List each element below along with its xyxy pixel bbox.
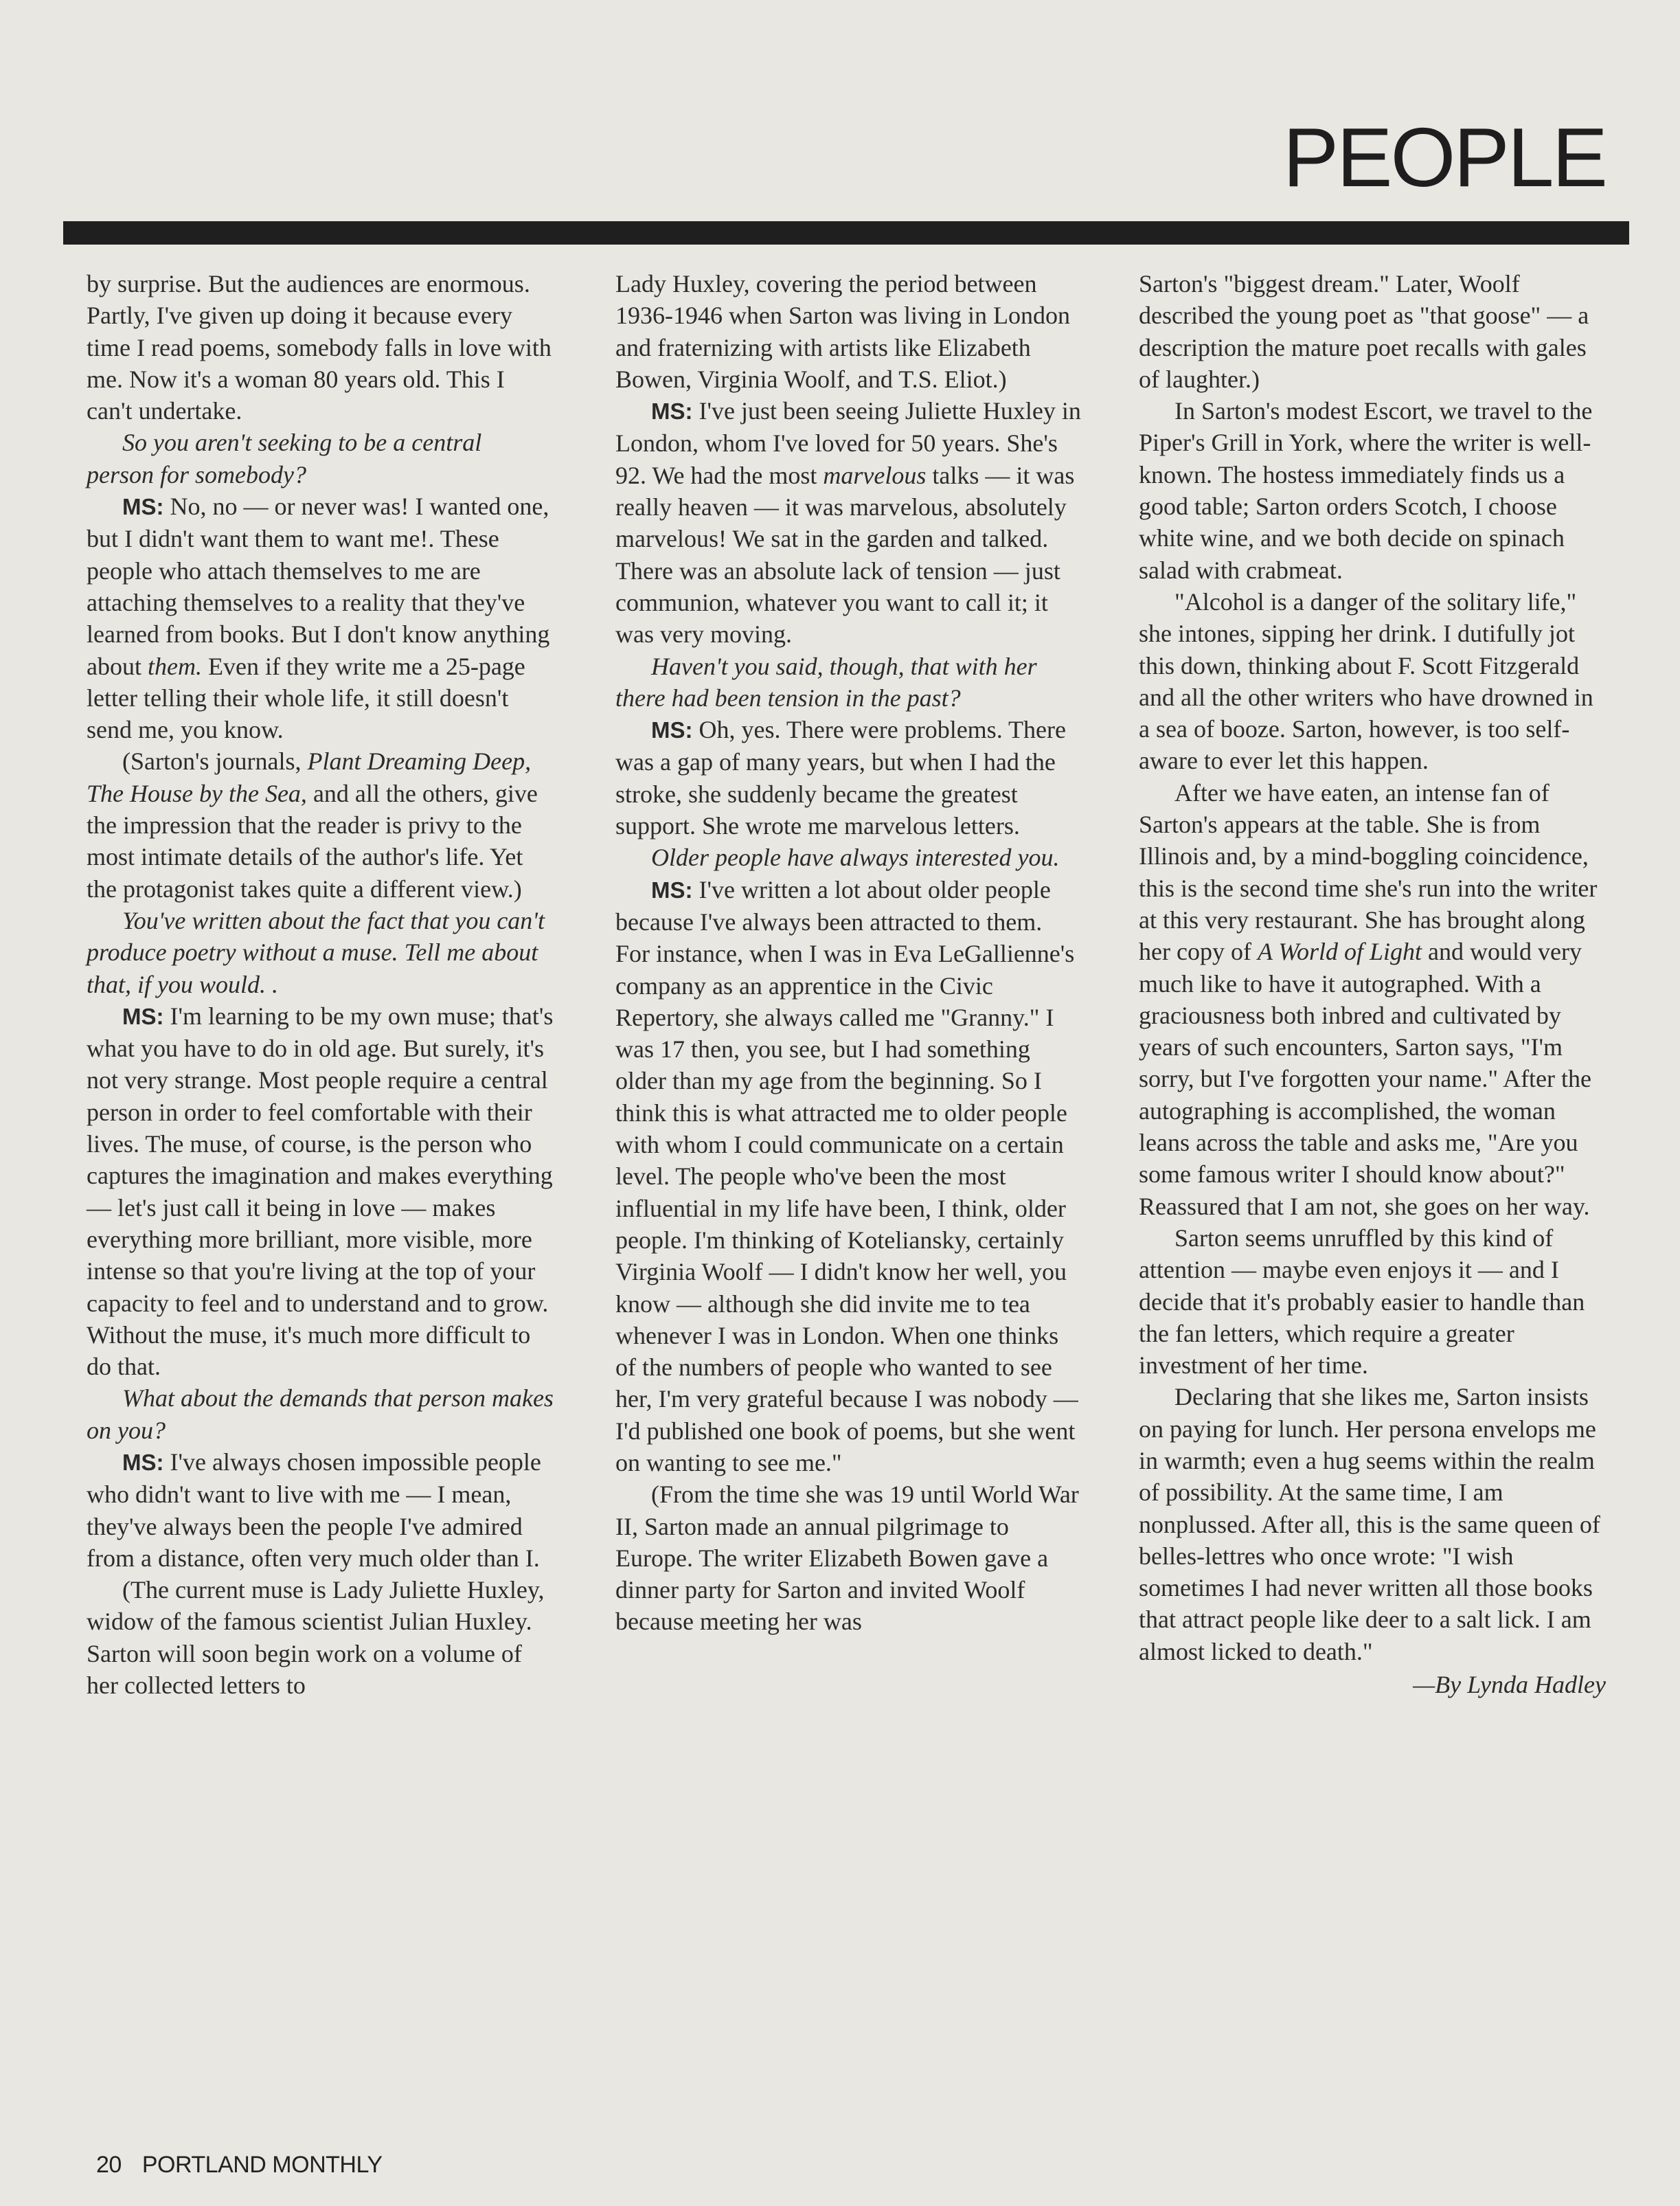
speaker-label: MS: [122, 494, 164, 520]
answer-text: Oh, yes. There were problems. There was a gap of many years, but when I had the stroke, she suddenly became the greatest support. She wrote me marvelous letters. [615, 716, 1066, 840]
speaker-label: MS: [122, 1003, 164, 1029]
paragraph: Declaring that she likes me, Sarton insists on paying for lunch. Her persona envelops me in warmth; even a hug seems within the realm of possibility. At the same time, I am nonplussed. After all, this is the same queen of belles-lettres who once wrote: "I wish sometimes I had never written all those books that attract people like deer to a salt lick. I am almost licked to death." [1139, 1383, 1600, 1665]
emphasis: them. [147, 652, 202, 680]
article-column-1 [87, 268, 554, 1701]
book-title: A World of Light [1257, 938, 1422, 966]
interview-answer [615, 874, 1082, 1479]
paragraph: "Alcohol is a danger of the solitary life," she intones, sipping her drink. I dutifully jot this down, thinking about F. Scott Fitzgerald and all the other writers who have drowned in a sea of booze. Sarton, however, is too self-aware to ever let this happen. [1139, 587, 1593, 775]
paragraph-text: After we have eaten, an intense fan of Sarton's appears at the table. She is from Illinois and, by a mind-boggling coincidence, this is the second time she's run into the writer at this very restaurant. She has brought along her copy of [1139, 778, 1598, 966]
paragraph-text: and would very much like to have it autographed. With a graciousness both inbred and cultivated by years of such encounters, Sarton says, "I'm sorry, but I've forgotten your name." After the autographing is accomplished, the woman leans across the table and asks me, "Are you some famous writer I should know about?" Reassured that I am not, she goes on her way. [1139, 938, 1592, 1220]
speaker-label: MS: [651, 717, 693, 743]
paragraph [87, 745, 554, 904]
answer-text: No, no — or never was! I wanted one, but I didn't want them to want me!. These people who attach themselves to me are attaching themselves to a reality that they've learned from books. But I don't know anything about [87, 493, 550, 680]
interview-question: So you aren't seeking to be a central person for somebody? [87, 429, 482, 488]
interview-question: You've written about the fact that you can't produce poetry without a muse. Tell me about that, if you would. . [87, 906, 545, 998]
interview-answer [87, 1446, 554, 1574]
speaker-label: MS: [651, 877, 693, 903]
page-number: 20 [96, 2152, 122, 2178]
author-byline: —By Lynda Hadley [1413, 1671, 1606, 1699]
section-title: PEOPLE [1282, 111, 1606, 204]
publication-name: PORTLAND MONTHLY [141, 2152, 383, 2178]
paragraph: by surprise. But the audiences are enormous. Partly, I've given up doing it because every time I read poems, somebody falls in love with me. Now it's a woman 80 years old. This I can't undertake. [87, 270, 552, 425]
interview-answer [87, 1000, 554, 1383]
answer-text: I'm learning to be my own muse; that's what you have to do in old age. But surely, it's not very strange. Most people require a central person in order to feel comfortable with their lives. The muse, of course, is the person who captures the imagination and makes everything — let's just call it being in love — makes everything more brilliant, more visible, more intense so that you're living at the top of your capacity to feel and to understand and to grow. Without the muse, it's much more difficult to do that. [87, 1002, 554, 1381]
interview-question: Older people have always interested you. [651, 844, 1060, 872]
paragraph: (From the time she was 19 until World War II, Sarton made an annual pilgrimage to Europe. The writer Elizabeth Bowen gave a dinner party for Sarton and invited Woolf because meeting her was [615, 1481, 1079, 1636]
paragraph [1139, 777, 1606, 1222]
interview-answer [615, 714, 1082, 842]
speaker-label: MS: [122, 1449, 164, 1475]
paragraph: In Sarton's modest Escort, we travel to the Piper's Grill in York, where the writer is well-known. The hostess immediately finds us a good table; Sarton orders Scotch, I choose white wine, and we both decide on spinach salad with crabmeat. [1139, 397, 1593, 584]
answer-text: I've written a lot about older people because I've always been attracted to them. For instance, when I was in Eva LeGallienne's company as an apprentice in the Civic Repertory, she always called me "Granny." I was 17 then, you see, but I had something older than my age from the beginning. So I think this is what attracted me to older people with whom I could communicate on a certain level. The people who've been the most influential in my life have been, I think, older people. I'm thinking of Koteliansky, certainly Virginia Woolf — I didn't know her well, you know — although she did invite me to tea whenever I was in London. When one thinks of the numbers of people who wanted to see her, I'm very grateful because I was nobody — I'd published one book of poems, but she went on wanting to see me." [615, 875, 1078, 1476]
page-footer [96, 2152, 383, 2179]
header-rule [63, 221, 1629, 245]
article-column-3 [1139, 268, 1606, 1700]
paragraph-text: (Sarton's journals, [122, 747, 308, 776]
answer-text: I've just been seeing Juliette Huxley in London, whom I've loved for 50 years. She's 92. We had the most [615, 397, 1081, 489]
paragraph-text: and all the others, give the impression that the reader is privy to the most intimate details of the author's life. Yet the protagonist takes quite a different view.) [87, 779, 538, 903]
answer-text: talks — it was really heaven — it was marvelous, absolutely marvelous! We sat in the garden and talked. There was an absolute lack of tension — just communion, whatever you want to call it; it was very moving. [615, 461, 1075, 649]
interview-question: Haven't you said, though, that with her there had been tension in the past? [615, 652, 1037, 712]
speaker-label: MS: [651, 398, 693, 425]
paragraph: Lady Huxley, covering the period between 1936-1946 when Sarton was living in London and fraternizing with artists like Elizabeth Bowen, Virginia Woolf, and T.S. Eliot.) [615, 270, 1070, 393]
interview-answer [87, 491, 554, 745]
paragraph: Sarton seems unruffled by this kind of attention — maybe even enjoys it — and I decide that it's probably easier to handle than the fan letters, which require a greater investment of her time. [1139, 1224, 1585, 1380]
interview-question: What about the demands that person makes on you? [87, 1384, 554, 1444]
answer-text: Even if they write me a 25-page letter telling their whole life, it still doesn't send me, you know. [87, 652, 525, 744]
emphasis: marvelous [823, 461, 927, 489]
article-column-2 [615, 268, 1082, 1638]
book-titles: Plant Dreaming Deep, The House by the Sea, [87, 747, 532, 807]
answer-text: I've always chosen impossible people who didn't want to live with me — I mean, they've always been the people I've admired from a distance, often very much older than I. [87, 1448, 541, 1572]
interview-answer [615, 395, 1082, 650]
paragraph: Sarton's "biggest dream." Later, Woolf described the young poet as "that goose" — a description the mature poet recalls with gales of laughter.) [1139, 270, 1589, 393]
paragraph: (The current muse is Lady Juliette Huxley, widow of the famous scientist Julian Huxley. Sarton will soon begin work on a volume of her collected letters to [87, 1576, 545, 1700]
